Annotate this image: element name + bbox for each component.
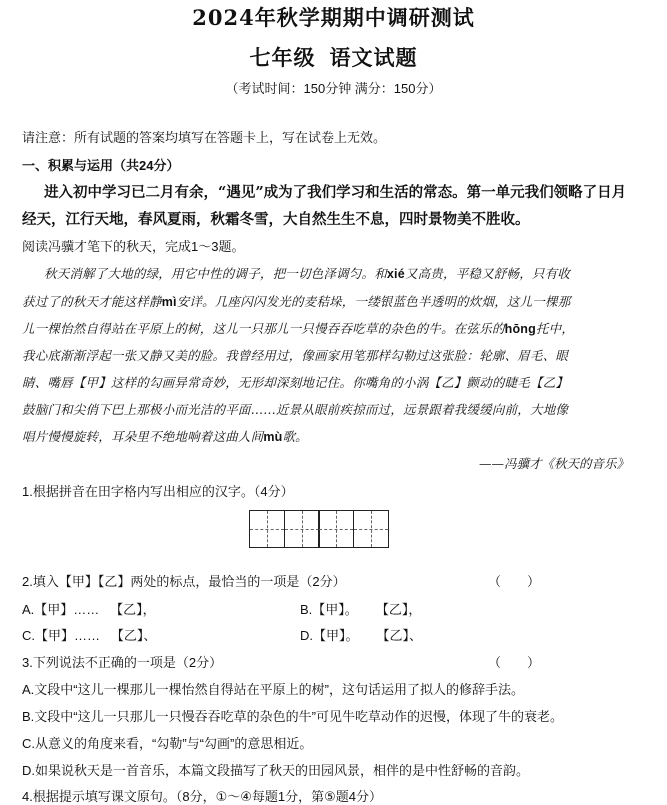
exam-title: 2024年秋学期期中调研测试: [192, 5, 475, 30]
tianzige-cell[interactable]: [284, 510, 320, 548]
question-3: 3.下列说法不正确的一项是（2分）: [22, 655, 223, 670]
option-a: [22, 599, 156, 618]
option-letter: D.: [300, 628, 313, 643]
q3-option-b: B.文段中“这儿一只那儿一只慢吞吞吃草的杂色的牛”可见牛吃草动作的迟慢，体现了牛的衰老。: [22, 709, 563, 724]
exam-notice: 请注意：所有试题的答案均填写在答题卡上，写在试卷上无效。: [22, 130, 387, 145]
q3-option-a: A.文段中“这儿一棵那儿一棵怡然自得站在平原上的树”，这句话运用了拟人的修辞手法。: [22, 682, 524, 697]
subject-label: 语文试题: [329, 45, 418, 70]
question-4: 4.根据提示填写课文原句。（8分，①～④每题1分，第⑤题4分）: [22, 789, 382, 804]
pinyin-blank: mì: [161, 295, 177, 309]
passage-line-3: [22, 319, 630, 337]
pinyin-blank: xié: [386, 267, 405, 281]
passage-text: 获过了的秋天才能这样静: [22, 294, 162, 309]
option-content: 【甲】…… 【乙】，: [34, 602, 156, 617]
intro-line-1: 进入初中学习已二月有余，“遇见”成为了我们学习和生活的常态。第一单元我们领略了日月: [44, 184, 627, 201]
option-content: 【甲】。 【乙】，: [312, 602, 422, 617]
passage-citation: ——冯骥才《秋天的音乐》: [478, 456, 629, 471]
passage-text: 儿一棵怡然自得站在平原上的树，这儿一只那儿一只慢吞吞吃草的杂色的牛。在弦乐的: [22, 321, 505, 336]
option-letter: A.: [22, 602, 35, 617]
pinyin-blank: hōng: [504, 322, 536, 336]
option-letter: C.: [22, 628, 35, 643]
option-content: 【甲】。 【乙】、: [313, 628, 423, 643]
option-content: 【甲】…… 【乙】、: [35, 628, 157, 643]
exam-subtitle: [0, 42, 667, 72]
answer-paren[interactable]: （ ）: [488, 655, 541, 670]
passage-text: 又高贵，平稳又舒畅，只有收: [404, 266, 570, 281]
reading-lead: 阅读冯骥才笔下的秋天，完成1～3题。: [22, 239, 245, 254]
q3-option-c: C.从意义的角度来看，“勾勒”与“勾画”的意思相近。: [22, 736, 313, 751]
tianzige-cell[interactable]: [353, 510, 389, 548]
answer-paren[interactable]: （ ）: [488, 574, 541, 589]
tianzige-grid: [249, 510, 389, 548]
passage-text: 秋天消解了大地的绿，用它中性的调子，把一切色泽调匀。和: [44, 266, 387, 281]
tianzige-cell[interactable]: [318, 510, 354, 548]
q3-option-d: D.如果说秋天是一首音乐，本篇文段描写了秋天的田园风景，相伴的是中性舒畅的音韵。: [22, 763, 530, 778]
intro-line-2: 经天，江行天地，春风夏雨，秋霜冬雪，大自然生生不息，四时景物美不胜收。: [22, 211, 530, 228]
passage-line-7: [22, 427, 630, 445]
section-title: 一、积累与运用（共24分）: [22, 158, 180, 173]
grade-label: 七年级: [249, 45, 316, 70]
passage-text: 托中，: [535, 321, 575, 336]
passage-text: 唱片慢慢旋转，耳朵里不绝地响着这曲人间: [22, 429, 264, 444]
question-1: 1.根据拼音在田字格内写出相应的汉字。（4分）: [22, 484, 294, 499]
passage-text: 歌。: [282, 429, 308, 444]
option-c: [22, 625, 156, 644]
passage-line-1: [44, 264, 652, 282]
passage-line-4: 我心底渐渐浮起一张又静又美的脸。我曾经用过，像画家用笔那样勾勒过这张脸：轮廓、眉毛、眼: [22, 348, 569, 363]
question-2: 2.填入【甲】【乙】两处的标点，最恰当的一项是（2分）: [22, 574, 346, 589]
passage-line-2: [22, 292, 630, 310]
option-d: [300, 625, 422, 644]
passage-line-6: 鼓脑门和尖俏下巴上那极小而光洁的平面……近景从眼前疾掠而过，远景跟着我缓缓向前，大地像: [22, 402, 569, 417]
tianzige-cell[interactable]: [249, 510, 285, 548]
passage-line-5: 睛、嘴唇【甲】这样的勾画异常奇妙，无形却深刻地记住。你嘴角的小涡【乙】颤动的睫毛【乙】: [22, 375, 569, 390]
option-b: [300, 599, 421, 618]
pinyin-blank: mù: [263, 430, 283, 444]
passage-text: 安详。几座闪闪发光的麦秸垛，一缕银蓝色半透明的炊烟，这儿一棵那: [176, 294, 571, 309]
option-letter: B.: [300, 602, 313, 617]
exam-meta: （考试时间：150分钟 满分：150分）: [225, 81, 442, 96]
